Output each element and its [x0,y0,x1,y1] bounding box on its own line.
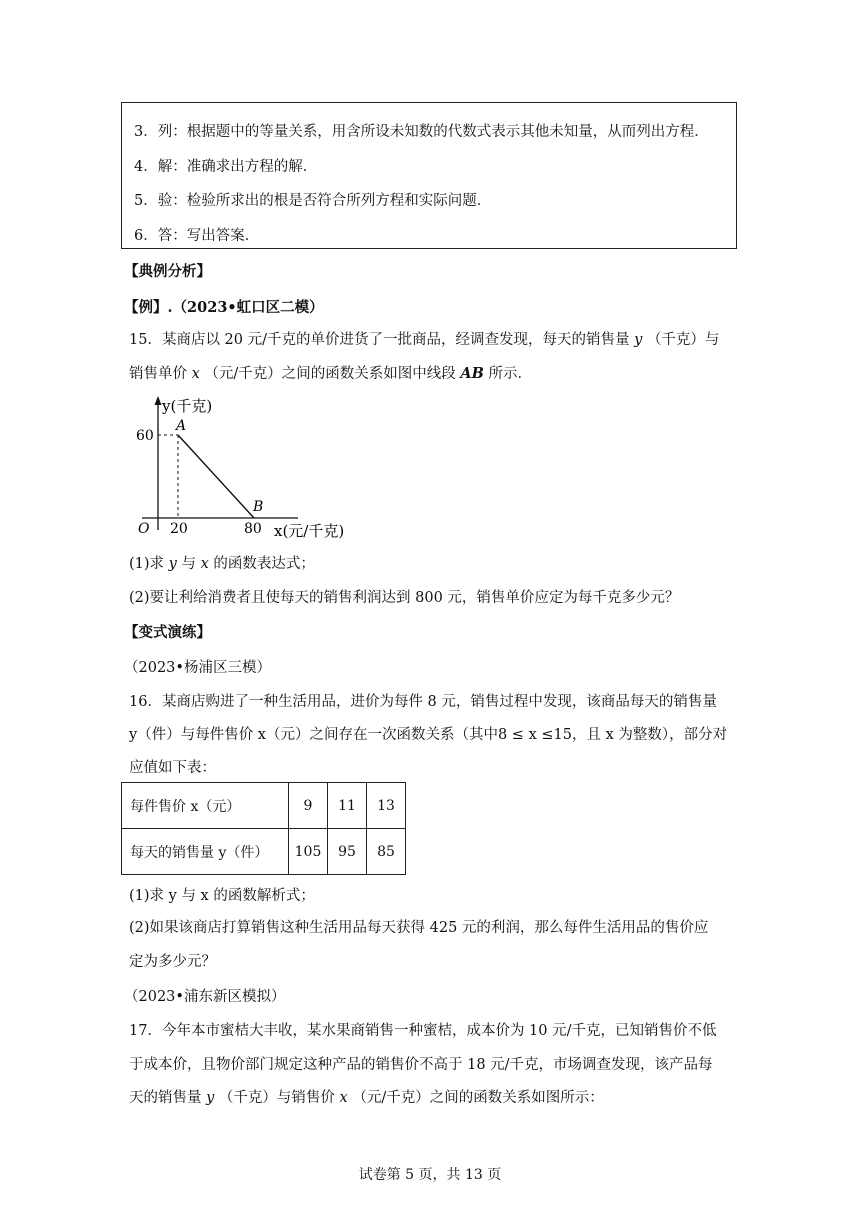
origin-label: O [138,521,150,537]
q17-source: （2023•浦东新区模拟） [124,989,286,1005]
table-cell: 95 [328,829,367,875]
q16-line2: y（件）与每件售价 x（元）之间存在一次函数关系（其中8 ≤ x ≤15，且 x 为整数），部分对 [129,727,728,743]
q16-source: （2023•杨浦区三模） [124,660,271,676]
q17-line3: 天的销售量 y （千克）与销售价 x （元/千克）之间的函数关系如图所示： [129,1090,604,1106]
section-practice-heading: 【变式演练】 [124,624,211,641]
y-axis-arrow [155,396,162,405]
example-source: 【例】.（2023•虹口区二模） [124,299,324,316]
section-example-heading: 【典例分析】 [124,263,211,280]
x-axis-label: x(元/千克) [274,522,345,540]
table-row-label: 每天的销售量 y（件） [122,829,289,875]
q15-line2: 销售单价 x （元/千克）之间的函数关系如图中线段 AB 所示． [129,365,533,382]
q16-part2-line1: (2)如果该商店打算销售这种生活用品每天获得 425 元的利润，那么每件生活用品的售价应 [129,920,709,936]
table-row-label: 每件售价 x（元） [122,783,289,829]
q16-part1: (1)求 y 与 x 的函数解析式； [129,888,315,904]
table-cell: 85 [367,829,406,875]
table-row [122,783,406,829]
tick-label-60: 60 [136,428,154,444]
tick-label-80: 80 [244,521,262,537]
point-label-b: B [253,499,264,515]
q16-line1: 16．某商店购进了一种生活用品，进价为每件 8 元，销售过程中发现，该商品每天的销售量 [129,694,717,710]
table-cell: 9 [289,783,328,829]
point-label-a: A [176,418,187,434]
table-cell: 11 [328,783,367,829]
step-5: 5．验：检验所求出的根是否符合所列方程和实际问题． [134,193,492,209]
q15-part2: (2)要让利给消费者且使每天的销售利润达到 800 元，销售单价应定为每千克多少元？ [129,590,680,606]
table-cell: 13 [367,783,406,829]
q17-line2: 于成本价，且物价部门规定这种产品的销售价不高于 18 元/千克，市场调查发现，该产品每 [129,1057,713,1073]
q15-part1: (1)求 y 与 x 的函数表达式； [129,556,315,572]
tick-label-20: 20 [170,521,188,537]
step-4: 4．解：准确求出方程的解． [134,158,318,175]
y-axis-label: y(千克) [162,397,213,415]
steps-box [121,102,737,249]
q17-line1: 17．今年本市蜜桔大丰收，某水果商销售一种蜜桔，成本价为 10 元/千克，已知销售价不低 [129,1023,717,1039]
segment-ab [178,435,254,518]
q15-graph [128,390,368,540]
q15-line1: 15．某商店以 20 元/千克的单价进货了一批商品，经调查发现，每天的销售量 y （千克）与 [129,332,720,348]
q16-part2-line2: 定为多少元？ [129,954,216,970]
step-3: 3．列：根据题中的等量关系，用含所设未知数的代数式表示其他未知量，从而列出方程． [134,124,709,140]
step-6: 6．答：写出答案． [134,227,260,244]
price-sales-table [121,782,406,875]
page-footer: 试卷第 5 页，共 13 页 [358,1167,502,1183]
q16-line3: 应值如下表： [129,760,216,776]
table-cell: 105 [289,829,328,875]
table-row [122,829,406,875]
